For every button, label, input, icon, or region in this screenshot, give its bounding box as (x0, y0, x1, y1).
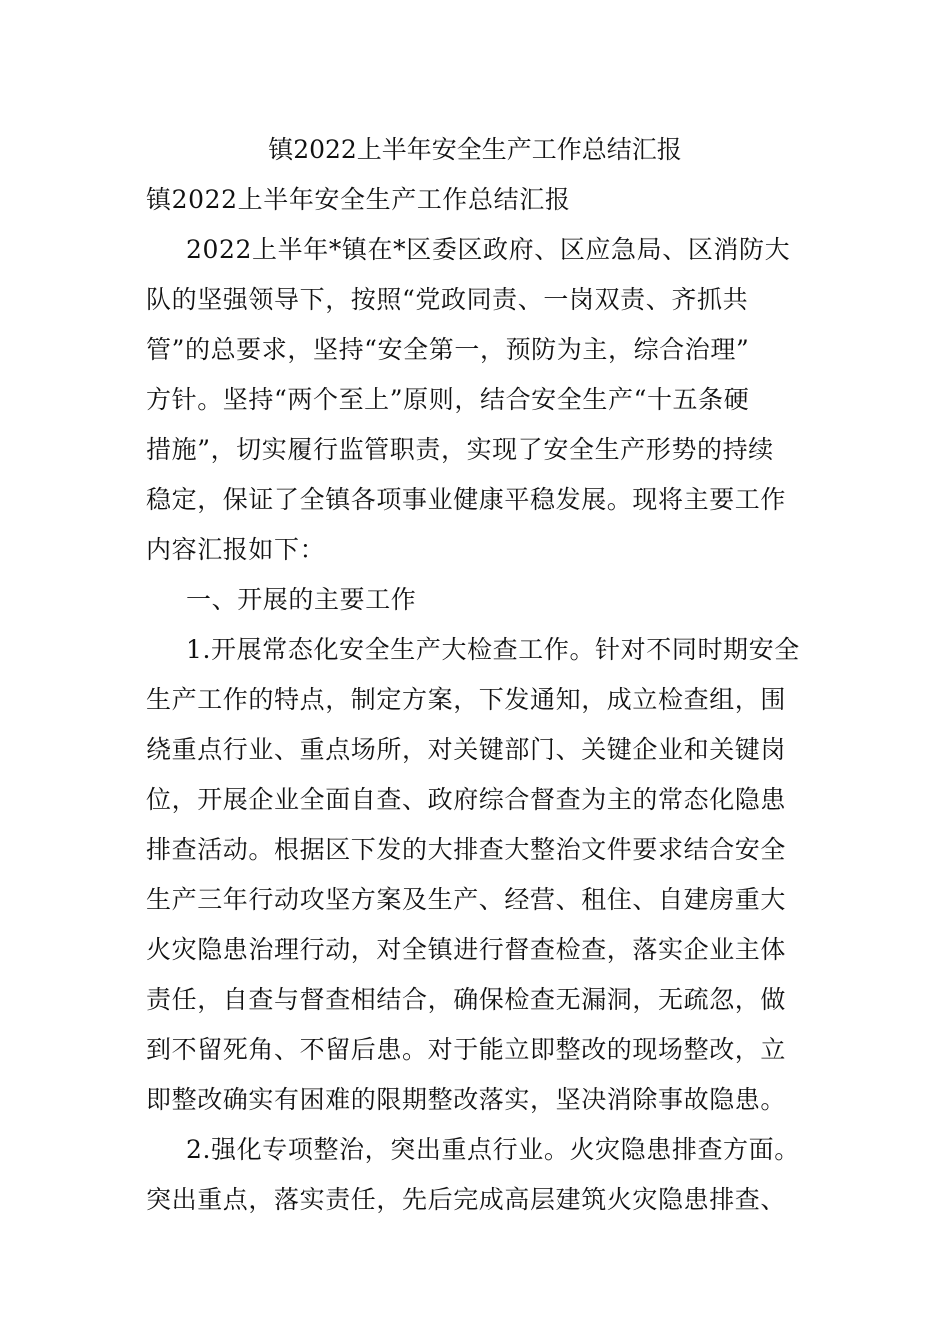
paragraph-line: 方针。坚持“两个至上”原则，结合安全生产“十五条硬 (146, 385, 750, 414)
paragraph-line: 突出重点，落实责任，先后完成高层建筑火灾隐患排查、 (146, 1185, 787, 1214)
paragraph-line: 管”的总要求，坚持“安全第一，预防为主，综合治理” (146, 335, 750, 364)
paragraph-line: 责任，自查与督查相结合，确保检查无漏洞，无疏忽，做 (146, 985, 787, 1014)
document-subtitle: 镇2022上半年安全生产工作总结汇报 (146, 185, 571, 214)
paragraph-line: 稳定，保证了全镇各项事业健康平稳发展。现将主要工作 (146, 485, 787, 514)
paragraph-line: 位，开展企业全面自查、政府综合督查为主的常态化隐患 (146, 785, 787, 814)
paragraph-line: 内容汇报如下： (146, 535, 326, 564)
paragraph-line: 生产三年行动攻坚方案及生产、经营、租住、自建房重大 (146, 885, 787, 914)
paragraph-line: 生产工作的特点，制定方案，下发通知，成立检查组，围 (146, 685, 787, 714)
paragraph-line: 火灾隐患治理行动，对全镇进行督查检查，落实企业主体 (146, 935, 787, 964)
section-heading: 一、开展的主要工作 (186, 585, 417, 614)
paragraph-line: 2022上半年*镇在*区委区政府、区应急局、区消防大 (186, 235, 791, 264)
paragraph-line: 绕重点行业、重点场所，对关键部门、关键企业和关键岗 (146, 735, 787, 764)
paragraph-line: 队的坚强领导下，按照“党政同责、一岗双责、齐抓共 (146, 285, 749, 314)
document-title: 镇2022上半年安全生产工作总结汇报 (268, 135, 682, 164)
paragraph-line: 排查活动。根据区下发的大排查大整治文件要求结合安全 (146, 835, 787, 864)
paragraph-line: 到不留死角、不留后患。对于能立即整改的现场整改，立 (146, 1035, 787, 1064)
paragraph-line: 措施”，切实履行监管职责，实现了安全生产形势的持续 (146, 435, 774, 464)
paragraph-line: 1.开展常态化安全生产大检查工作。针对不同时期安全 (186, 635, 800, 664)
paragraph-line: 2.强化专项整治，突出重点行业。火灾隐患排查方面。 (186, 1135, 800, 1164)
paragraph-line: 即整改确实有困难的限期整改落实，坚决消除事故隐患。 (146, 1085, 787, 1114)
